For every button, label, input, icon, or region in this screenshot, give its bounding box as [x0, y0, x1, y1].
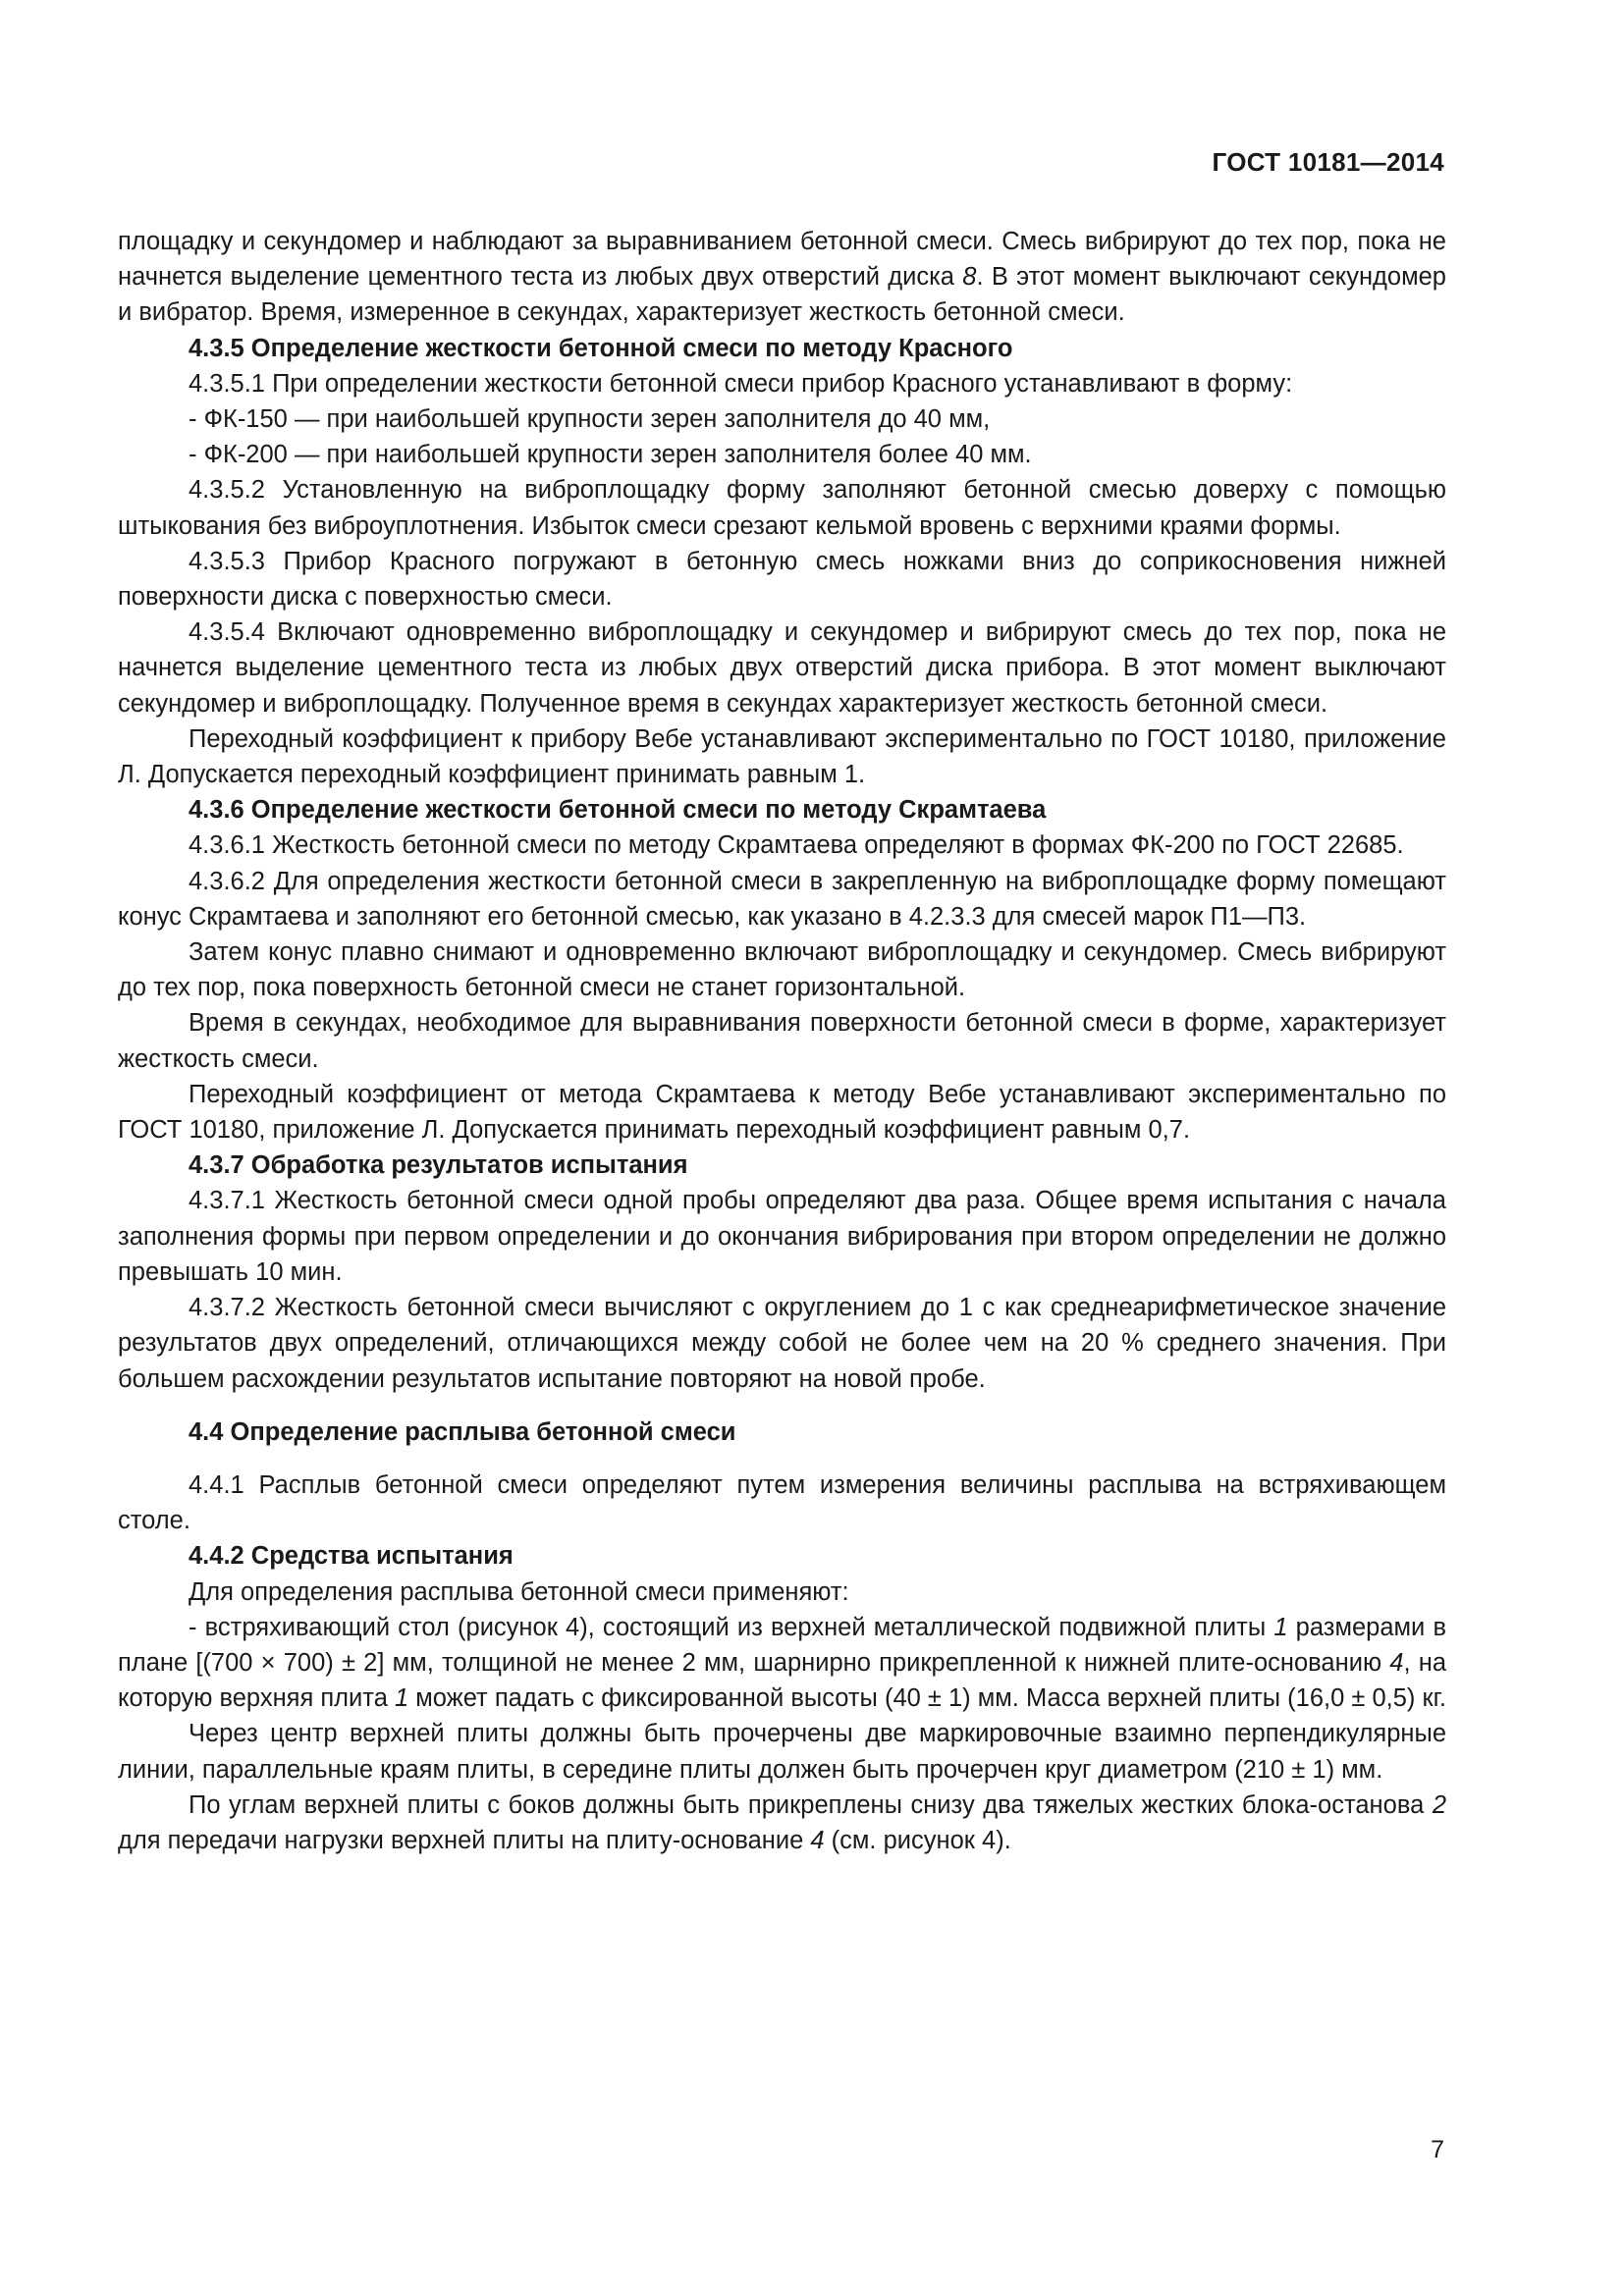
list-item: - ФК-200 — при наибольшей крупности зерен заполнителя более 40 мм. [189, 441, 1032, 469]
paragraph-stop-blocks [118, 1788, 1446, 1858]
paragraph-4-3-5-4: 4.3.5.4 Включают одновременно виброплощадку и секундомер и вибрируют смесь до тех пор, пока не начнется выделение цементного теста из любых двух отверстий диска прибора. В этот момент выключают секундомер и виброплощадку. Полученное время в секундах характеризует жесткость бетонной смеси. [118, 618, 1446, 718]
paragraph-continuation [118, 224, 1446, 331]
paragraph-text: (см. рисунок 4). [824, 1826, 1011, 1854]
paragraph: Затем конус плавно снимают и одновременно включают виброплощадку и секундомер. Смесь вибрируют до тех пор, пока поверхность бетонной смеси не станет горизонтальной. [118, 938, 1446, 1002]
list-item: - ФК-150 — при наибольшей крупности зерен заполнителя до 40 мм, [189, 405, 991, 434]
paragraph-text: площадку и секундомер и наблюдают за выравниванием бетонной смеси. Смесь вибрируют до тех пор, пока не начнется выделение цементного теста из любых двух отверстий диска [118, 228, 1446, 292]
paragraph: Для определения расплыва бетонной смеси применяют: [189, 1577, 849, 1606]
paragraph-4-3-7-2: 4.3.7.2 Жесткость бетонной смеси вычисляют с округлением до 1 с как среднеарифметическое значение результатов двух определений, отличающихся между собой не более чем на 20 % среднего значения. При большем расхождении результатов испытание повторяют на новой пробе. [118, 1294, 1446, 1393]
paragraph-text: - встряхивающий стол (рисунок 4), состоящий из верхней металлической подвижной плиты [189, 1613, 1274, 1641]
paragraph-4-3-6-1: 4.3.6.1 Жесткость бетонной смеси по методу Скрамтаева определяют в формах ФК-200 по ГОСТ 22685. [189, 831, 1404, 860]
list-item-shaking-table [118, 1610, 1446, 1717]
section-heading-4-3-6: 4.3.6 Определение жесткости бетонной смеси по методу Скрамтаева [189, 796, 1047, 825]
paragraph-text: По углам верхней плиты с боков должны быть прикреплены снизу два тяжелых жестких блока-останова [189, 1790, 1433, 1819]
paragraph-marking-lines: Через центр верхней плиты должны быть прочерчены две маркировочные взаимно перпендикулярные линии, параллельные краям плиты, в середине плиты должен быть прочерчен круг диаметром (210 ± 1) мм. [118, 1720, 1446, 1784]
reference-number: 1 [1273, 1613, 1288, 1641]
reference-number: 1 [394, 1684, 409, 1713]
reference-number: 8 [962, 263, 977, 292]
document-standard-code: ГОСТ 10181—2014 [1212, 147, 1444, 177]
reference-number: 4 [810, 1826, 825, 1854]
paragraph-transition-coefficient: Переходный коэффициент к прибору Вебе устанавливают экспериментально по ГОСТ 10180, приложение Л. Допускается переходный коэффициент принимать равным 1. [118, 724, 1446, 789]
section-heading-4-4: 4.4 Определение расплыва бетонной смеси [189, 1417, 736, 1446]
paragraph: Время в секундах, необходимое для выравнивания поверхности бетонной смеси в форме, характеризует жесткость смеси. [118, 1009, 1446, 1073]
section-heading-4-3-7: 4.3.7 Обработка результатов испытания [189, 1151, 688, 1180]
paragraph-4-3-5-2: 4.3.5.2 Установленную на виброплощадку форму заполняют бетонной смесью доверху с помощью штыкования без виброуплотнения. Избыток смеси срезают кельмой вровень с верхними краями формы. [118, 476, 1446, 540]
reference-number: 4 [1389, 1648, 1404, 1677]
paragraph-4-3-7-1: 4.3.7.1 Жесткость бетонной смеси одной пробы определяют два раза. Общее время испытания с начала заполнения формы при первом определении и до окончания вибрирования при втором определении не должно превышать 10 мин. [118, 1187, 1446, 1286]
paragraph-text: , на которую верхняя плита [118, 1648, 1446, 1713]
paragraph: Переходный коэффициент от метода Скрамтаева к методу Вебе устанавливают экспериментально по ГОСТ 10180, приложение Л. Допускается принимать переходный коэффициент равным 0,7. [118, 1080, 1446, 1145]
paragraph-text: . В этот момент выключают секундомер и вибратор. Время, измеренное в секундах, характеризует жесткость бетонной смеси. [118, 263, 1446, 327]
reference-number: 2 [1432, 1790, 1446, 1819]
paragraph-text: размерами в плане [(700 × 700) ± 2] мм, толщиной не менее 2 мм, шарнирно прикрепленной к нижней плите-основанию [118, 1613, 1446, 1677]
section-heading-4-3-5: 4.3.5 Определение жесткости бетонной смеси по методу Красного [189, 334, 1013, 362]
paragraph-4-4-1: 4.4.1 Расплыв бетонной смеси определяют путем измерения величины расплыва на встряхивающем столе. [118, 1470, 1446, 1535]
paragraph-text: для передачи нагрузки верхней плиты на плиту-основание [118, 1826, 811, 1854]
document-body [118, 224, 1446, 1858]
section-heading-4-4-2: 4.4.2 Средства испытания [189, 1542, 514, 1571]
paragraph-4-3-6-2: 4.3.6.2 Для определения жесткости бетонной смеси в закрепленную на виброплощадке форму помещают конус Скрамтаева и заполняют его бетонной смесью, как указано в 4.2.3.3 для смесей марок П1—П3. [118, 867, 1446, 931]
page-number: 7 [1431, 2136, 1444, 2163]
paragraph-4-3-5-1: 4.3.5.1 При определении жесткости бетонной смеси прибор Красного устанавливают в форму: [189, 369, 1293, 398]
paragraph-4-3-5-3: 4.3.5.3 Прибор Красного погружают в бетонную смесь ножками вниз до соприкосновения нижней поверхности диска с поверхностью смеси. [118, 547, 1446, 612]
paragraph-text: может падать с фиксированной высоты (40 ± 1) мм. Масса верхней плиты (16,0 ± 0,5) кг. [408, 1684, 1446, 1713]
